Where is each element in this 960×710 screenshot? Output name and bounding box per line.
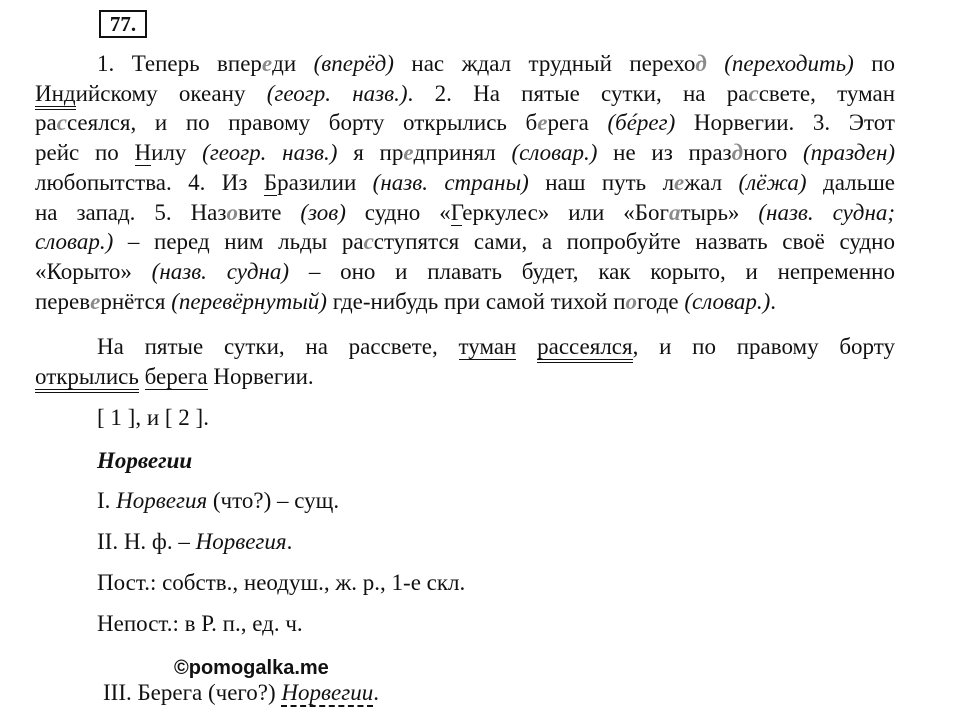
predicate: открылись: [35, 364, 139, 393]
exercise-text: [35, 49, 895, 316]
subject: берега: [144, 363, 208, 389]
exercise-number: 77.: [99, 10, 147, 38]
analysis-point-2: II. Н. ф. – Норвегия.: [97, 529, 293, 554]
analysis-constant-features: Пост.: собств., неодуш., ж. р., 1-е скл.: [97, 570, 466, 595]
analysis-heading: Норвегии: [97, 448, 193, 473]
text-line-6: на запад. 5. Назовите (зов) судно «Геркулес» или «Богатырь» (назв. судна;: [35, 199, 896, 225]
sentence-line-1: На пятые сутки, на рассвете, туман рассеялся, и по правому борту: [35, 332, 895, 362]
text-line-9: перевернётся (перевёрнутый) где-нибудь при самой тихой погоде (словар.).: [35, 288, 777, 314]
text-line-3: рассеялся, и по правому борту открылись берега (бéрег) Норвегии. 3. Этот: [35, 110, 895, 136]
text-line-7: словар.) – перед ним льды расступятся сами, а попробуйте назвать своё судно: [35, 229, 895, 255]
parsed-sentence: [35, 332, 895, 391]
text-line-8: «Корыто» (назв. судна) – оно и плавать будет, как корыто, и непременно: [35, 258, 895, 284]
analysis-variable-features: Непост.: в Р. п., ед. ч.: [97, 611, 303, 636]
text-line-1: 1. Теперь впереди (вперёд) нас ждал трудный переход (переходить) по: [97, 51, 896, 76]
sentence-line-2: открылись берега Норвегии.: [35, 362, 895, 392]
analysis-point-1: I. Норвегия (что?) – сущ.: [97, 488, 340, 513]
text-line-5: любопытства. 4. Из Бразилии (назв. страны) наш путь лежал (лёжа) дальше: [35, 169, 895, 195]
sentence-scheme: [ 1 ], и [ 2 ].: [97, 405, 209, 430]
text-line-4: рейс по Нилу (геогр. назв.) я предпринял (словар.) не из праздного (празден): [35, 140, 896, 166]
watermark: ©pomogalka.me: [174, 657, 329, 679]
analysis-point-3: III. Берега (чего?) Норвегии.: [103, 680, 379, 705]
predicate: рассеялся: [537, 334, 632, 363]
attribute: Норвегии: [281, 680, 374, 705]
subject: туман: [458, 334, 517, 359]
text-line-2: Индийскому океану (геогр. назв.). 2. На пятые сутки, на рассвете, туман: [35, 79, 895, 109]
